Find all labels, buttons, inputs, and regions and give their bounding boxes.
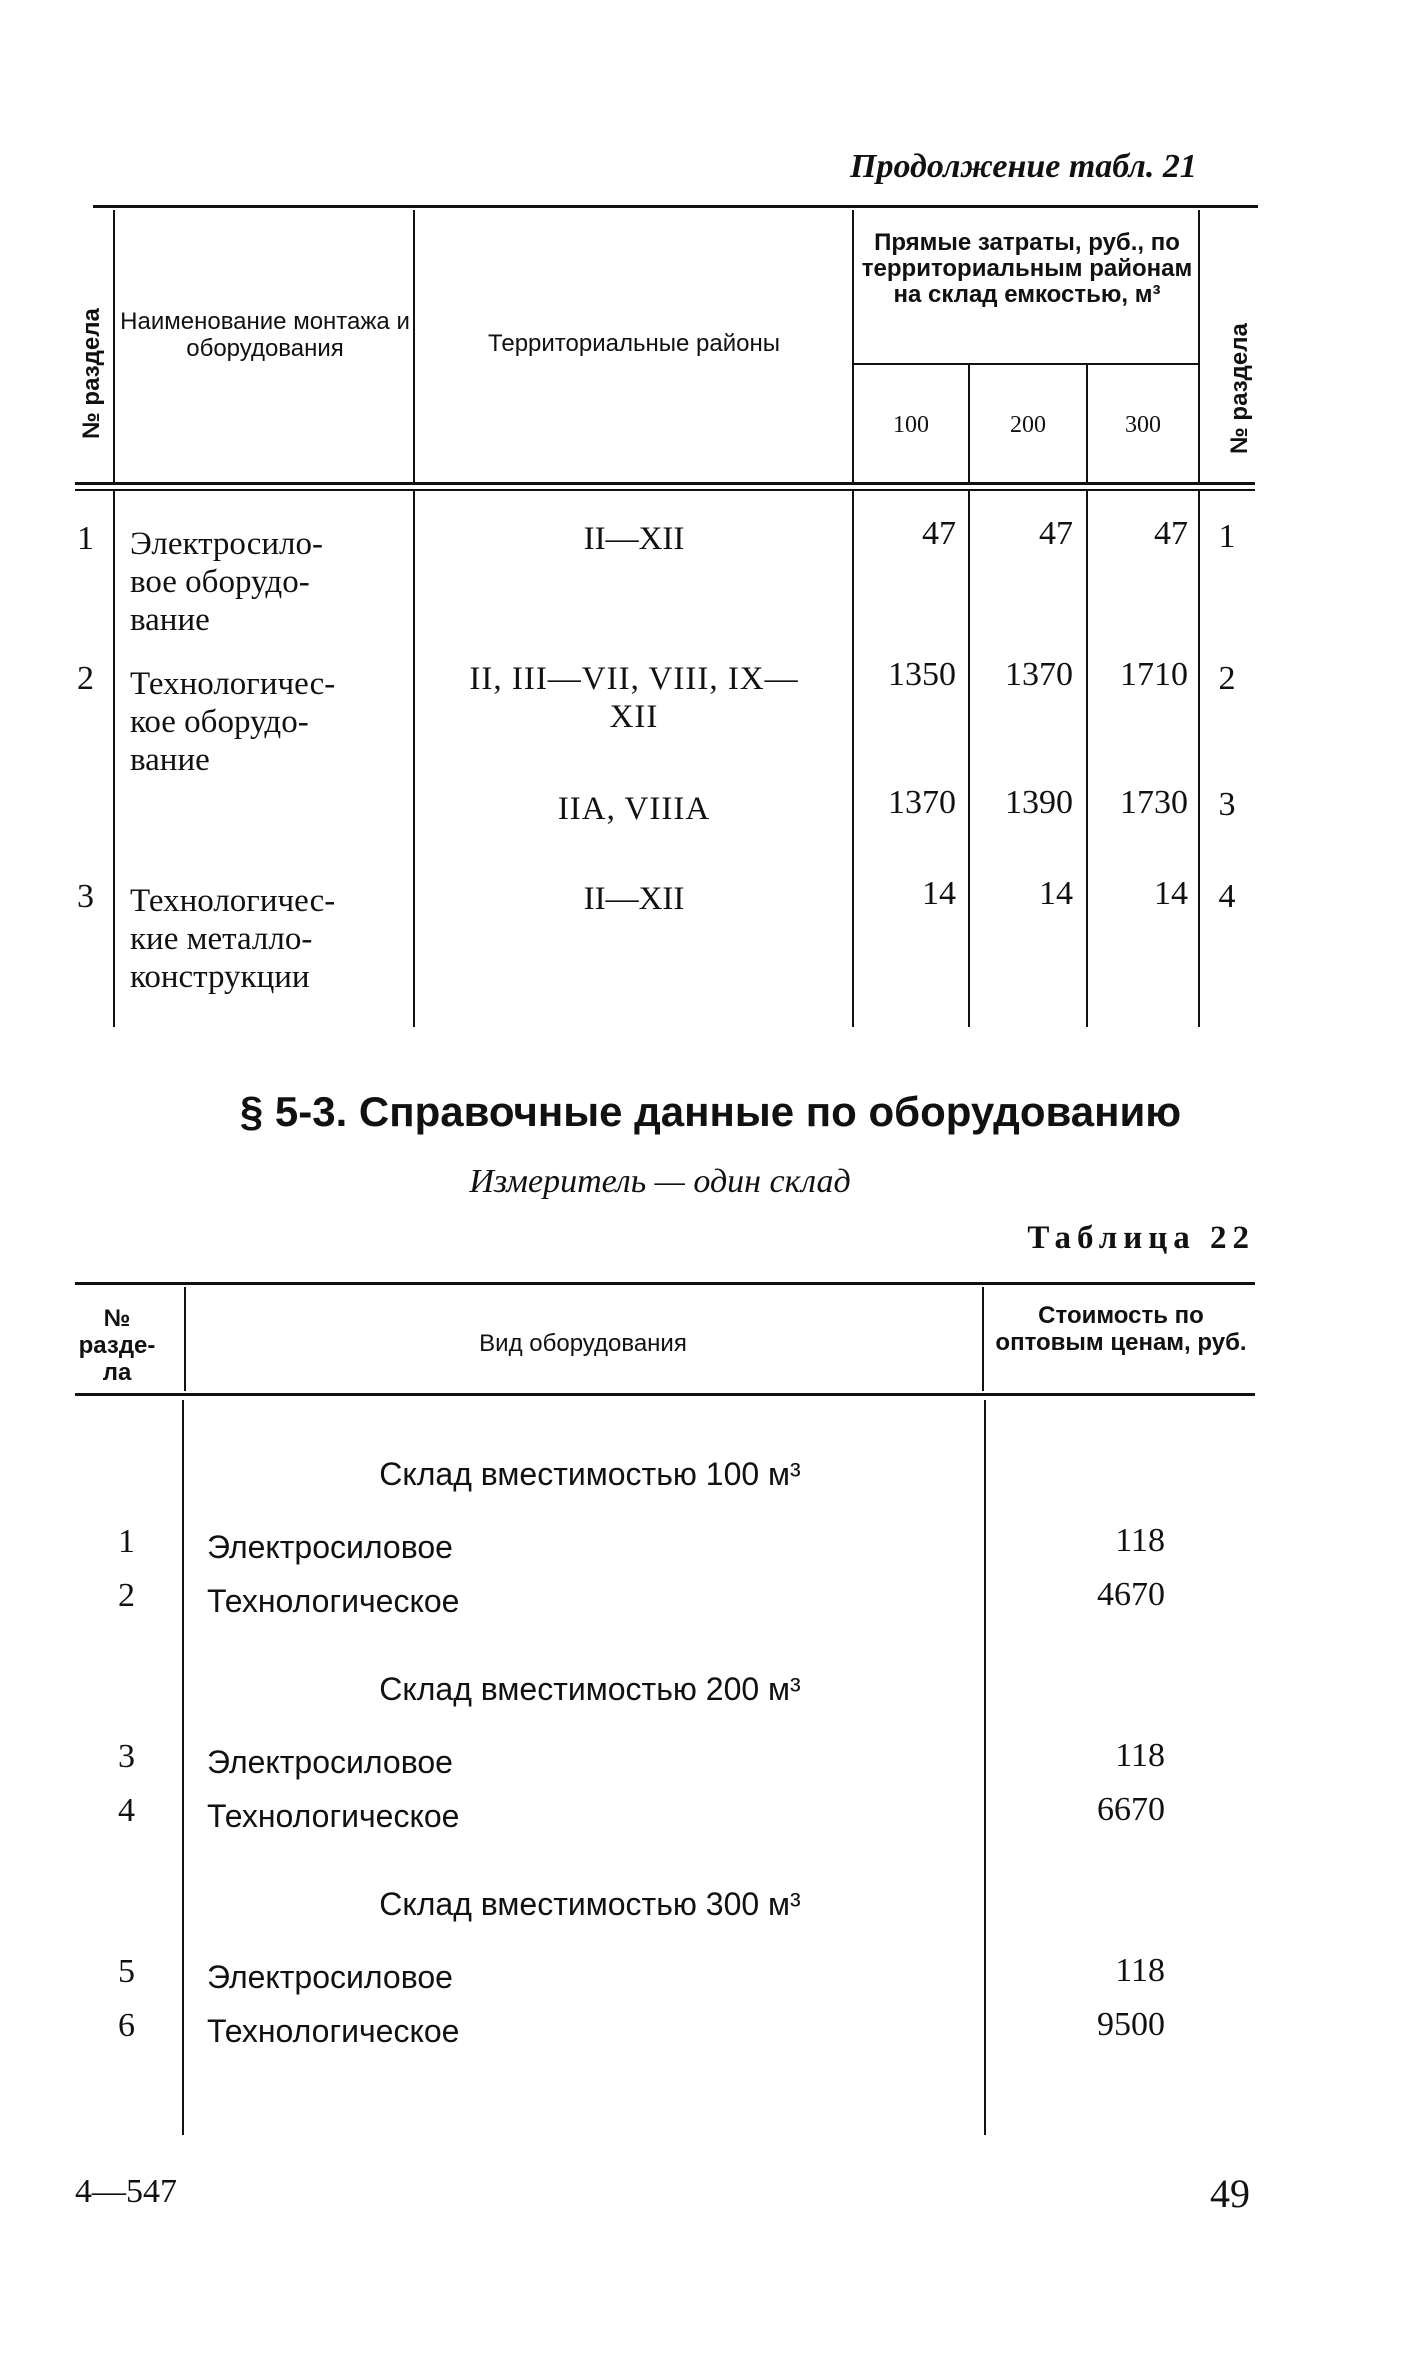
row3-name-line1: Технологичес-	[130, 883, 336, 919]
g3-row2-no: 6	[118, 2007, 135, 2044]
row3-v100: 14	[922, 875, 956, 912]
row2-no: 2	[77, 660, 94, 697]
row1-name-line1: Электросило-	[130, 526, 323, 562]
header-districts: Территориальные районы	[488, 330, 780, 357]
meter-caption: Измеритель — один склад	[469, 1163, 851, 1200]
g1-row2-kind: Технологическое	[207, 1583, 460, 1619]
t22-header-cost: Стоимость по оптовым ценам, руб.	[995, 1302, 1247, 1356]
g1-row1-kind: Электросиловое	[207, 1529, 453, 1565]
page-number: 49	[1210, 2171, 1250, 2216]
g3-row1-kind: Электросиловое	[207, 1959, 453, 1995]
row2b-v100: 1370	[888, 784, 956, 821]
g1-row1-cost: 118	[1115, 1522, 1165, 1559]
g2-row2-cost: 6670	[1097, 1791, 1165, 1828]
row1-v200: 47	[1039, 515, 1073, 552]
row2-rno: 2	[1218, 660, 1236, 697]
group1-title: Склад вместимостью 100 м³	[379, 1456, 801, 1492]
header-cap-300: 300	[1125, 412, 1161, 438]
row2-name-line1: Технологичес-	[130, 666, 336, 702]
table-22-caption: Таблица 22	[1027, 1220, 1255, 1256]
g1-row2-cost: 4670	[1097, 1576, 1165, 1613]
row2-name-line3: вание	[130, 742, 210, 778]
g2-row1-no: 3	[118, 1738, 135, 1775]
g3-row1-no: 5	[118, 1953, 135, 1990]
row3-districts: II—XII	[583, 881, 685, 917]
row3-v200: 14	[1039, 875, 1073, 912]
row2-districts: II, III—VII, VIII, IX—XII	[469, 661, 799, 735]
row2-v100: 1350	[888, 656, 956, 693]
row3-name-line3: конструкции	[130, 959, 310, 995]
header-name: Наименование монтажа и оборудования	[120, 308, 410, 362]
header-section-no-right: № раздела	[1226, 323, 1253, 454]
t22-header-kind: Вид оборудования	[479, 1330, 687, 1357]
row2b-v300: 1730	[1120, 784, 1188, 821]
row1-no: 1	[77, 520, 94, 557]
row2b-v200: 1390	[1005, 784, 1073, 821]
g2-row2-no: 4	[118, 1792, 135, 1829]
g2-row2-kind: Технологическое	[207, 1798, 460, 1834]
row2b-districts: IIA, VIIIA	[557, 791, 711, 827]
section-title: § 5-3. Справочные данные по оборудованию	[239, 1088, 1182, 1135]
g3-row2-cost: 9500	[1097, 2006, 1165, 2043]
row3-rno: 4	[1218, 878, 1236, 915]
g1-row1-no: 1	[118, 1523, 135, 1560]
header-cap-200: 200	[1010, 412, 1046, 438]
header-costs: Прямые затраты, руб., по территориальным районам на склад емкостью, м³	[861, 229, 1193, 308]
g2-row1-kind: Электросиловое	[207, 1744, 453, 1780]
row3-name-line2: кие металло-	[130, 921, 313, 957]
row2b-rno: 3	[1218, 786, 1236, 823]
row2-v300: 1710	[1120, 656, 1188, 693]
g2-row1-cost: 118	[1115, 1737, 1165, 1774]
row1-districts: II—XII	[583, 521, 685, 557]
group2-title: Склад вместимостью 200 м³	[379, 1671, 801, 1707]
row1-v100: 47	[922, 515, 956, 552]
continuation-caption: Продолжение табл. 21	[850, 148, 1197, 185]
row3-v300: 14	[1154, 875, 1188, 912]
g3-row2-kind: Технологическое	[207, 2013, 460, 2049]
row1-v300: 47	[1154, 515, 1188, 552]
row2-name-line2: кое оборудо-	[130, 704, 309, 740]
row2-v200: 1370	[1005, 656, 1073, 693]
t22-header-section-no: № разде- ла	[78, 1305, 156, 1386]
footer-code: 4—547	[75, 2173, 177, 2210]
row3-no: 3	[77, 878, 94, 915]
g3-row1-cost: 118	[1115, 1952, 1165, 1989]
row1-rno: 1	[1218, 518, 1236, 555]
g1-row2-no: 2	[118, 1577, 135, 1614]
row1-name-line2: вое оборудо-	[130, 564, 310, 600]
row1-name-line3: вание	[130, 602, 210, 638]
group3-title: Склад вместимостью 300 м³	[379, 1886, 801, 1922]
header-cap-100: 100	[893, 412, 929, 438]
header-section-no-left: № раздела	[78, 308, 105, 439]
